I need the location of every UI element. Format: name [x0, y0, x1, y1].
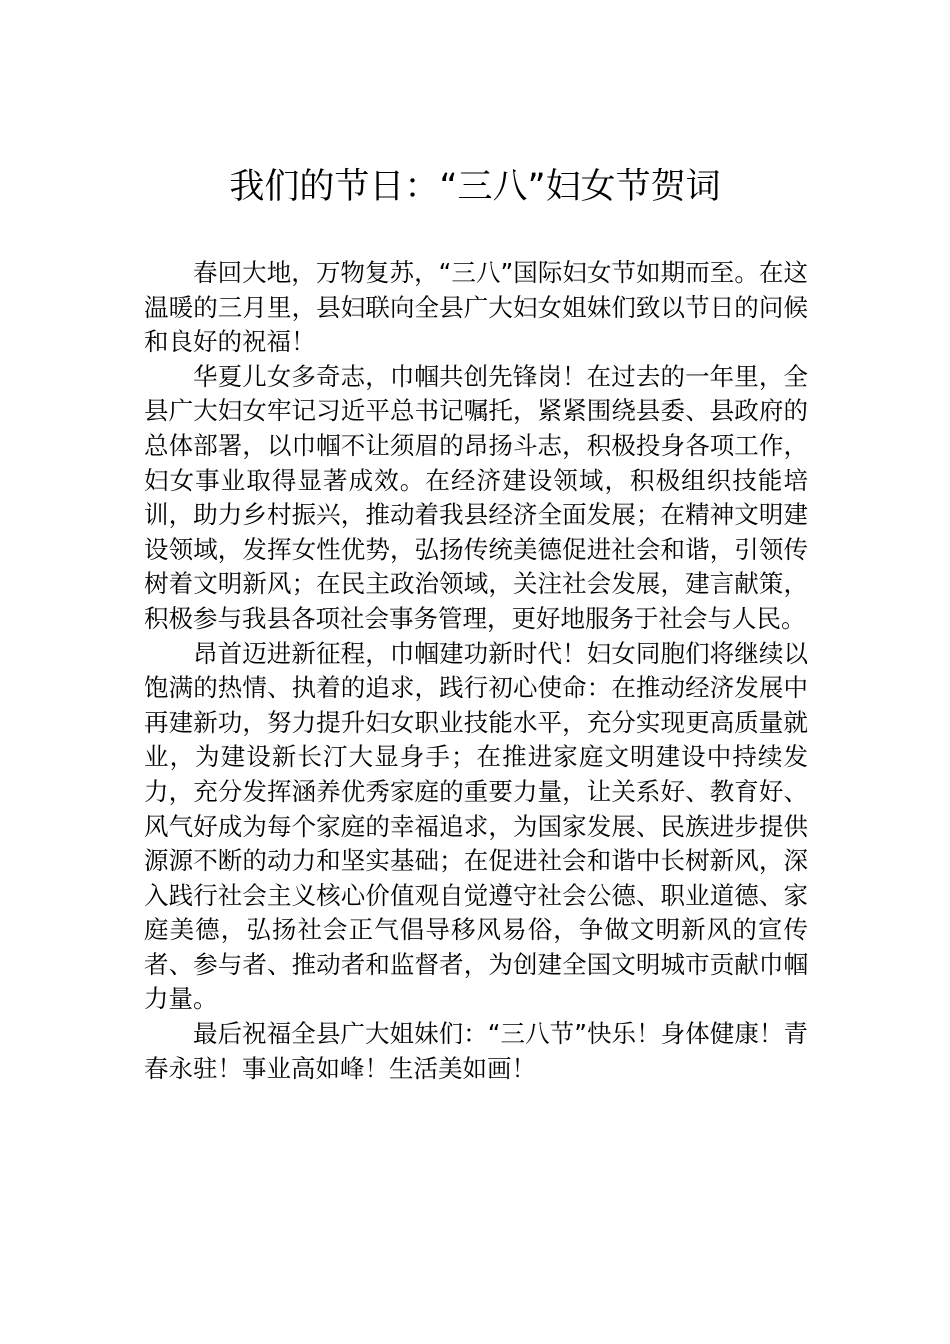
paragraph-past-year: 华夏儿女多奇志，巾帼共创先锋岗！在过去的一年里，全县广大妇女牢记习近平总书记嘱托，紧紧围绕县委、县政府的总体部署，以巾帼不让须眉的昂扬斗志，积极投身各项工作，妇女事业取得显著成效。在经济建设领域，积极组织技能培训，助力乡村振兴，推动着我县经济全面发展；在精神文明建设领域，发挥女性优势，弘扬传统美德促进社会和谐，引领传树着文明新风；在民主政治领域，关注社会发展，建言献策，积极参与我县各项社会事务管理，更好地服务于社会与人民。	[144, 361, 808, 633]
paragraph-closing-wishes: 最后祝福全县广大姐妹们：“三八节”快乐！身体健康！青春永驻！事业高如峰！生活美如画！	[144, 1019, 808, 1083]
paragraph-new-journey: 昂首迈进新征程，巾帼建功新时代！妇女同胞们将继续以饱满的热情、执着的追求，践行初心使命：在推动经济发展中再建新功，努力提升妇女职业技能水平，充分实现更高质量就业，为建设新长汀大显身手；在推进家庭文明建设中持续发力，充分发挥涵养优秀家庭的重要力量，让关系好、教育好、风气好成为每个家庭的幸福追求，为国家发展、民族进步提供源源不断的动力和坚实基础；在促进社会和谐中长树新风，深入践行社会主义核心价值观自觉遵守社会公德、职业道德、家庭美德，弘扬社会正气倡导移风易俗，争做文明新风的宣传者、参与者、推动者和监督者，为创建全国文明城市贡献巾帼力量。	[144, 638, 808, 1014]
document-body	[144, 256, 808, 1086]
document-title: 我们的节日：“三八”妇女节贺词	[229, 167, 721, 207]
paragraph-opening: 春回大地，万物复苏，“三八”国际妇女节如期而至。在这温暖的三月里，县妇联向全县广大妇女姐妹们致以节日的问候和良好的祝福！	[144, 258, 808, 357]
